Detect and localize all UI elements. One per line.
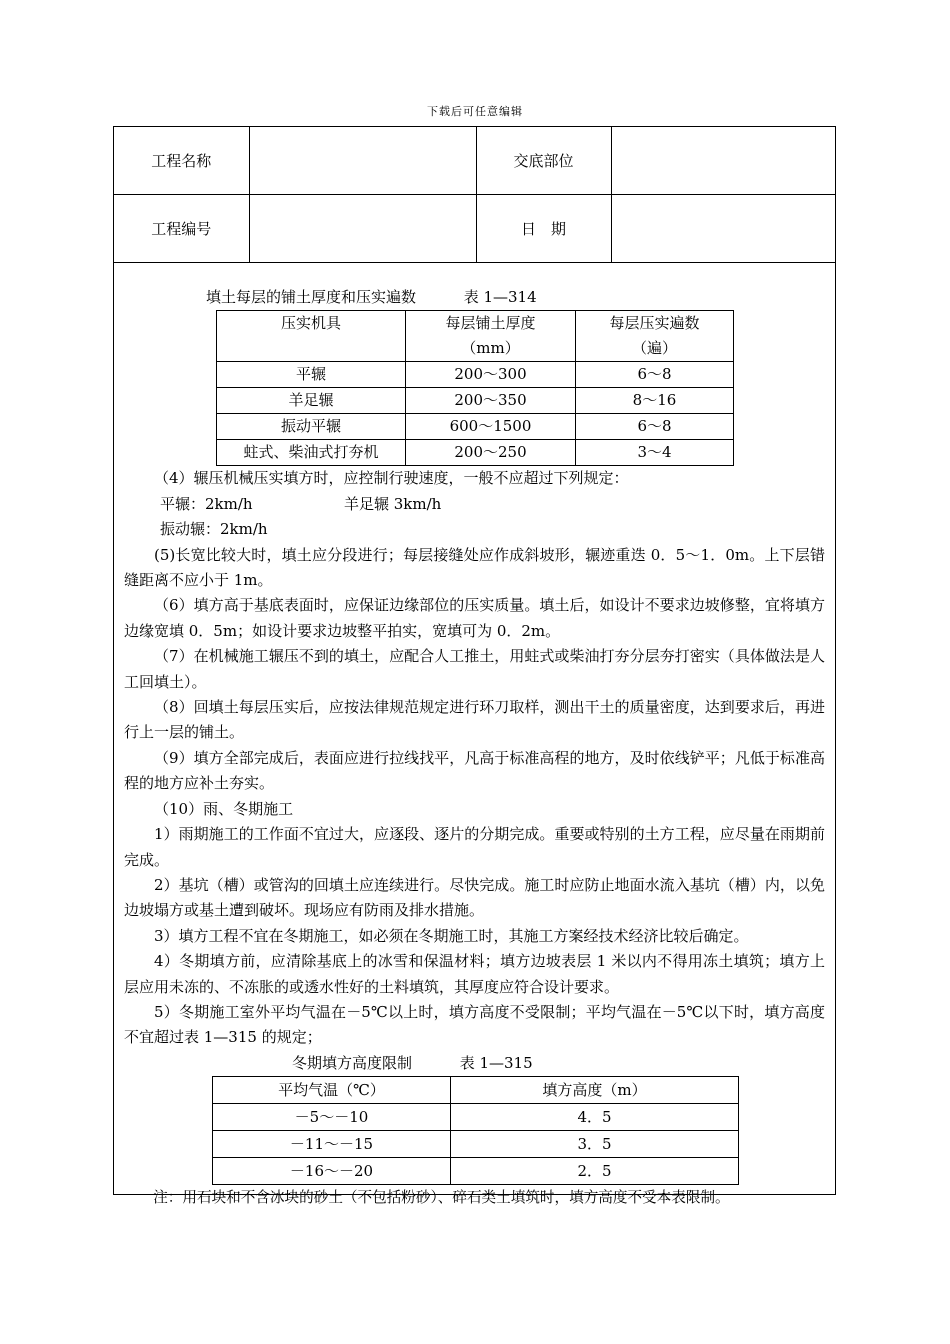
table-note: 注：用石块和不含冰块的砂土（不包括粉砂）、碎石类土填筑时，填方高度不受本表限制。 — [153, 1189, 730, 1207]
table-cell: 6～8 — [576, 362, 734, 388]
table-cell: －11～－15 — [213, 1131, 451, 1158]
date-field[interactable] — [611, 195, 835, 263]
table-row — [217, 414, 734, 440]
table-1-315 — [212, 1076, 739, 1185]
table-row — [213, 1158, 739, 1185]
table-cell: 6～8 — [576, 414, 734, 440]
subparagraph-4: 4）冬期填方前，应清除基底上的冰雪和保温材料；填方边坡表层 1 米以内不得用冻土填筑；填方上层应用未冻的、不冻胀的或透水性好的土料填筑，其厚度应符合设计要求。 — [124, 952, 825, 996]
handover-form — [113, 126, 836, 1207]
paragraph-10: （10）雨、冬期施工 — [154, 799, 294, 818]
table-cell: 3．5 — [451, 1131, 739, 1158]
paragraph-4: （4）辗压机械压实填方时，应控制行驶速度，一般不应超过下列规定： — [154, 469, 629, 488]
table-cell: 蛀式、柴油式打夯机 — [217, 440, 406, 466]
subparagraph-3: 3）填方工程不宜在冬期施工，如必须在冬期施工时，其施工方案经技术经济比较后确定。 — [154, 926, 749, 945]
table-row — [217, 362, 734, 388]
project-name-field[interactable] — [249, 127, 476, 195]
content-body — [114, 263, 835, 1211]
table-cell: 羊足辗 — [217, 388, 406, 414]
table-cell: 200～300 — [406, 362, 576, 388]
paragraph-7: （7）在机械施工辗压不到的填土，应配合人工推土，用蛀式或柴油打夯分层夯打密实（具体做法是人工回填土）。 — [124, 647, 825, 691]
date-label: 日 期 — [476, 195, 611, 263]
table-row — [217, 388, 734, 414]
table2-header-cell: 填方高度（m） — [451, 1077, 739, 1104]
project-no-field[interactable] — [249, 195, 476, 263]
table2-header-cell: 平均气温（℃） — [213, 1077, 451, 1104]
table-row — [217, 440, 734, 466]
paragraph-6: （6）填方高于基底表面时，应保证边缘部位的压实质量。填土后，如设计不要求边坡修整，宜将填方边缘宽填 0．5m；如设计要求边坡整平拍实，宽填可为 0．2m。 — [124, 596, 825, 640]
table-cell: 200～250 — [406, 440, 576, 466]
table-cell: －5～－10 — [213, 1104, 451, 1131]
table-row — [213, 1131, 739, 1158]
table-cell: 平辗 — [217, 362, 406, 388]
table1-header-cell: 每层铺土厚度 （mm） — [406, 311, 576, 362]
speed-row — [124, 492, 825, 517]
speed-flat-roller: 平辗：2km/h — [160, 494, 253, 513]
header-table — [114, 127, 835, 263]
paragraph-5: (5)长宽比较大时，填土应分段进行；每层接缝处应作成斜坡形，辗迹重迭 0．5～1．0m。上下层错缝距离不应小于 1m。 — [124, 545, 825, 590]
top-note: 下载后可任意编辑 — [427, 105, 523, 118]
subparagraph-5: 5）冬期施工室外平均气温在－5℃以上时，填方高度不受限制；平均气温在－5℃以下时，填方高度不宜超过表 1—315 的规定； — [124, 1002, 825, 1047]
table-cell: 200～350 — [406, 388, 576, 414]
project-no-label: 工程编号 — [114, 195, 249, 263]
table-cell: 2．5 — [451, 1158, 739, 1185]
speed-sheepsfoot-roller: 羊足辗 3km/h — [344, 494, 442, 513]
table1-header-row — [217, 311, 734, 362]
handover-part-label: 交底部位 — [476, 127, 611, 195]
table1-header-cell: 每层压实遍数 （遍） — [576, 311, 734, 362]
subparagraph-1: 1）雨期施工的工作面不宜过大，应逐段、逐片的分期完成。重要或特别的土方工程，应尽量在雨期前完成。 — [124, 825, 825, 869]
table1-caption: 填土每层的铺土厚度和压实遍数 表 1—314 — [206, 288, 537, 306]
table2-header-row — [213, 1077, 739, 1104]
project-name-label: 工程名称 — [114, 127, 249, 195]
table-cell: 4．5 — [451, 1104, 739, 1131]
speed-vibratory-roller: 振动辗：2km/h — [160, 520, 268, 539]
table-cell: 8～16 — [576, 388, 734, 414]
table-cell: 600～1500 — [406, 414, 576, 440]
table-cell: －16～－20 — [213, 1158, 451, 1185]
table-1-314 — [216, 310, 734, 466]
table2-caption: 冬期填方高度限制 表 1—315 — [292, 1053, 533, 1072]
table1-header-cell: 压实机具 — [217, 311, 406, 362]
table-row — [213, 1104, 739, 1131]
handover-part-field[interactable] — [611, 127, 835, 195]
paragraph-9: （9）填方全部完成后，表面应进行拉线找平，凡高于标准高程的地方，及时依线铲平；凡低于标准高程的地方应补土夯实。 — [124, 748, 825, 793]
paragraph-8: （8）回填土每层压实后，应按法律规范规定进行环刀取样，测出干土的质量密度，达到要求后，再进行上一层的铺土。 — [124, 698, 825, 742]
table-cell: 3～4 — [576, 440, 734, 466]
table-cell: 振动平辗 — [217, 414, 406, 440]
subparagraph-2: 2）基坑（槽）或管沟的回填土应连续进行。尽快完成。施工时应防止地面水流入基坑（槽）内，以免边坡塌方或基土遭到破坏。现场应有防雨及排水措施。 — [124, 875, 825, 920]
